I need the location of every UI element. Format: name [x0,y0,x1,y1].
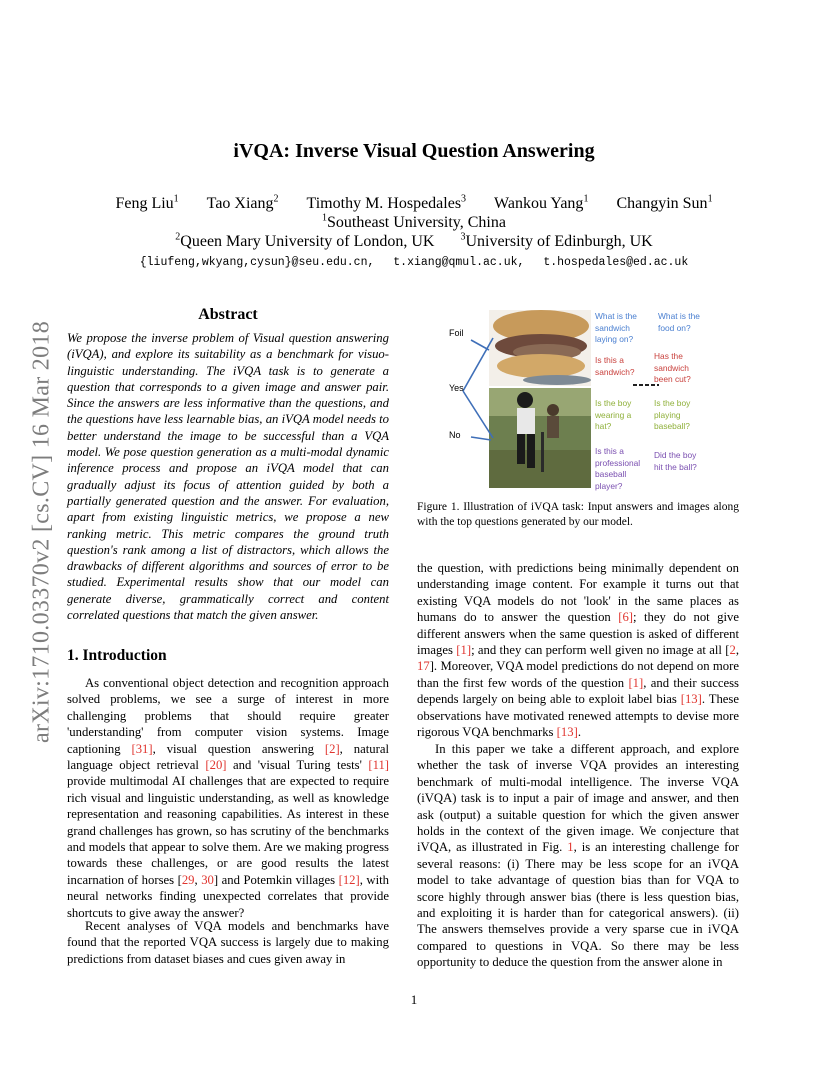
figure-1 [417,300,739,500]
label-foil: Foil [449,328,464,338]
citation-link[interactable]: [13] [680,692,702,707]
section-heading-introduction: 1. Introduction [67,647,167,664]
citation-link[interactable]: [12] [338,872,360,887]
body-paragraph: the question, with predictions being minimally dependent on understanding image content. For example it turns out that existing VQA models do not 'look' in the same places as humans do to answer the question [6]; they do not give different answers when the same question is asked of different images [1]; and they can perform well given no image at all [2, 17]. Moreover, VQA model predictions do not depend on more than the first few words of the question [1], and their success depends largely on being able to exploit label bias [13]. These observations have motivated renewed attempts to devise more rigorous VQA benchmarks [13]. [417,561,739,740]
figure-caption: Figure 1. Illustration of iVQA task: Input answers and images along with the top questions generated by our model. [417,501,739,528]
citation-link[interactable]: [1] [456,643,472,658]
baseball-image [489,388,591,488]
paper-title: iVQA: Inverse Visual Question Answering [233,140,595,162]
yes-arrow [463,338,493,391]
generated-question: Has the sandwich been cut? [654,351,691,384]
citation-link[interactable]: [6] [618,610,634,625]
citation-link[interactable]: [13] [556,725,578,740]
yes-arrow-2 [463,391,493,438]
citation-link[interactable]: 1 [567,840,574,855]
citation-link[interactable]: 29 [181,872,195,887]
citation-link[interactable]: [31] [131,741,153,756]
abstract-heading: Abstract [198,306,258,323]
author: Changyin Sun$^1$ [616,193,713,212]
body-paragraph: In this paper we take a different approach, and explore whether the task of inverse VQA provides an interesting benchmark of multi-modal intelligence. The inverse VQA (iVQA) task is to input a pair of image and answer, and then ask (output) a suitable question for which the given answer holds in the context of the given image. We conjecture that iVQA, as illustrated in Fig. 1, is an interesting challenge for several reasons: (i) There may be less scope for an iVQA model to take advantage of question bias than for VQA to score highly through answer bias (there is less question bias, and exploiting it is harder than for categorical answers). (ii) The answers themselves provide a very sparse cue in iVQA compared to questions in VQA. So there may be less opportunity to deduce the question from the answer alone in [417,742,739,970]
citation-link[interactable]: [2] [324,741,340,756]
affiliation: $^1$Southeast University, China [322,212,506,231]
citation-link[interactable]: [11] [368,758,390,773]
author: Tao Xiang$^2$ [206,193,279,212]
page-number: 1 [410,992,418,1007]
author-list [0,195,828,213]
intro-paragraph-1: As conventional object detection and recognition approach solved problems, we see a surge of interest in more challenging problems that should require greater 'understanding' from computer vision systems. Image captioning [31], visual question answering [2], natural language object retrieval [20] and 'visual Turing tests' [11] provide multimodal AI challenges that are expected to require rich visual and linguistic understanding, as well as knowledge representation and reasoning capabilities. As interest in these grand challenges has grown, so has scrutiny of the benchmarks and models that appear to solve them. Are we making progress towards these challenges, or are good results the latest incarnation of horses [29, 30] and Potemkin villages [12], with neural networks finding unexpected correlates that provide shortcuts to give away the answer? [67,676,390,920]
arxiv-identifier-text: arXiv:1710.03370v2 [cs.CV] 16 Mar 2018 [28,320,55,744]
citation-link[interactable]: [20] [205,758,227,773]
sandwich-image [489,310,591,386]
abstract-body: We propose the inverse problem of Visual question answering (iVQA), and explore its suitability as a benchmark for visuo-linguistic understanding. The iVQA task is to generate a question that corresponds to a given image and answer pair. Since the answers are less informative than the questions, and the questions have less learnable bias, an iVQA model needs to better understand the image to be successful than a VQA model. We pose question generation as a multi-modal dynamic inference process and propose an iVQA model that can gradually adjust its focus of attention guided by both a partially generated question and the answer. For evaluation, apart from existing linguistic metrics, we propose a new ranking metric. This metric compares the ground truth question's rank among a list of distractors, which allows the drawbacks of different algorithms and sources of error to be studied. Experimental results show that our model can generate diverse, grammatically correct and content correlated questions that match the given answer. [67,331,389,623]
generated-question: Is this a sandwich? [595,355,635,377]
arxiv-identifier [22,282,62,782]
generated-question: Is this a professional baseball player? [595,446,641,491]
citation-link[interactable]: 30 [201,872,214,887]
author: Timothy M. Hospedales$^3$ [306,193,467,212]
intro-paragraph-2: Recent analyses of VQA models and benchmarks have found that the reported VQA success is largely due to making predictions from dataset biases and cues given away in [67,919,389,966]
citation-link[interactable]: [1] [628,675,644,690]
label-no: No [449,430,461,440]
label-yes: Yes [449,383,464,393]
generated-question: What is the sandwich laying on? [595,311,637,344]
author: Feng Liu$^1$ [115,193,179,212]
author-emails [0,256,828,269]
generated-question: What is the food on? [658,311,700,333]
no-arrow [471,437,491,440]
citation-link[interactable]: 17 [417,659,430,674]
email[interactable]: {liufeng,wkyang,cysun}@seu.edu.cn, [139,256,375,269]
author: Wankou Yang$^1$ [494,193,589,212]
affiliation: $^2$Queen Mary University of London, UK $^3$University of Edinburgh, UK [175,231,653,250]
generated-question: Is the boy wearing a hat? [595,398,632,431]
citation-link[interactable]: 2 [729,643,736,658]
email[interactable]: t.xiang@qmul.ac.uk, [393,256,525,269]
email[interactable]: t.hospedales@ed.ac.uk [543,256,689,269]
generated-question: Did the boy hit the ball? [654,450,697,472]
generated-question: Is the boy playing baseball? [654,398,691,431]
